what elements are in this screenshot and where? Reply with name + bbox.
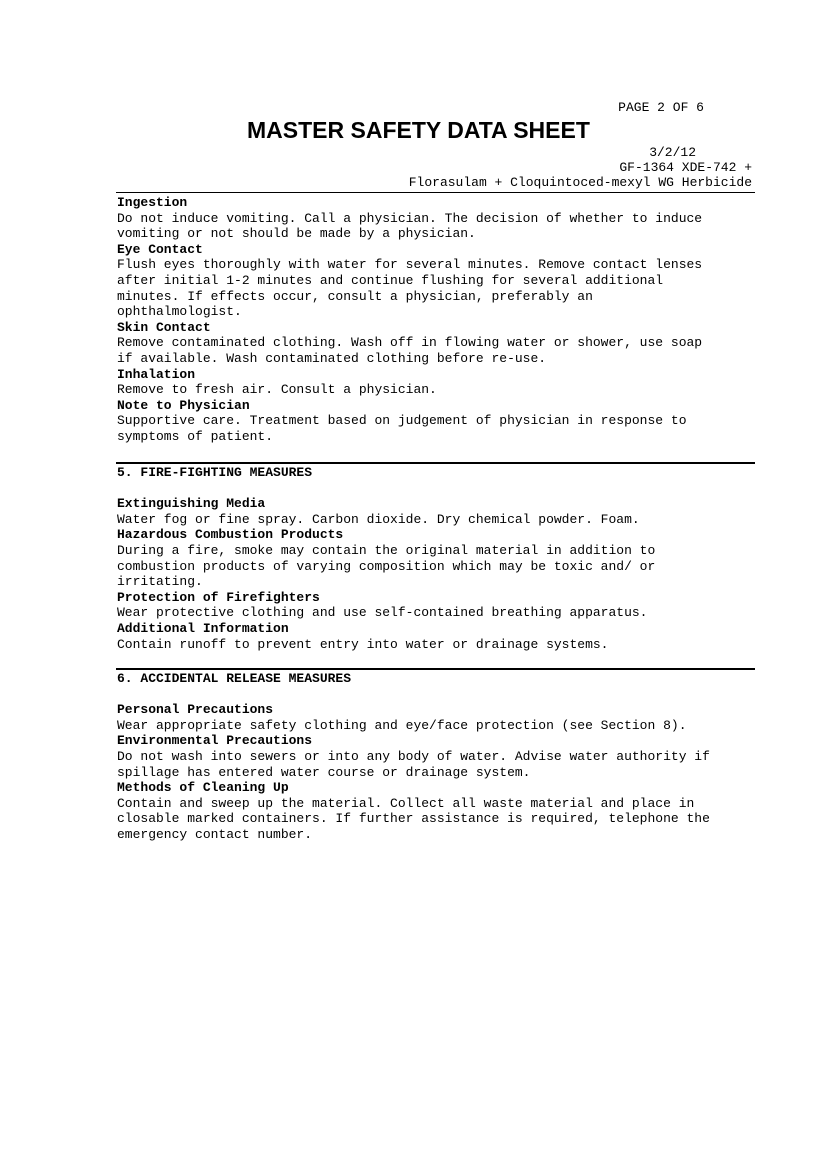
methods-cleaning-heading: Methods of Cleaning Up xyxy=(117,780,289,796)
personal-precautions-text: Wear appropriate safety clothing and eye/face protection (see Section 8). xyxy=(117,717,687,733)
header-divider xyxy=(116,192,755,193)
inhalation-text: Remove to fresh air. Consult a physician. xyxy=(117,382,437,398)
personal-precautions-heading: Personal Precautions xyxy=(117,702,274,718)
section-6-title: 6. ACCIDENTAL RELEASE MEASURES xyxy=(117,671,352,686)
page-number: PAGE 2 OF 6 xyxy=(618,100,704,115)
hazardous-combustion-heading: Hazardous Combustion Products xyxy=(117,527,344,543)
ingestion-heading: Ingestion xyxy=(117,195,188,210)
product-code: GF-1364 XDE-742 + xyxy=(619,160,752,175)
protection-firefighters-text: Wear protective clothing and use self-contained breathing apparatus. xyxy=(117,605,648,621)
note-to-physician-heading: Note to Physician xyxy=(117,397,250,413)
note-to-physician-text: Supportive care. Treatment based on judgement of physician in response to symptoms of patient. xyxy=(117,413,687,444)
first-aid-section xyxy=(117,195,762,445)
inhalation-heading: Inhalation xyxy=(117,366,196,382)
additional-information-text: Contain runoff to prevent entry into water or drainage systems. xyxy=(117,636,609,652)
eye-contact-text: Flush eyes thoroughly with water for several minutes. Remove contact lenses after initial 1-2 minutes and continue flushing for several additional minutes. If effects occur, consult a physician, preferably an ophthalmologist. xyxy=(117,257,703,320)
accidental-release-section xyxy=(117,671,762,843)
section-5-divider xyxy=(116,462,755,464)
protection-firefighters-heading: Protection of Firefighters xyxy=(117,589,320,605)
skin-contact-heading: Skin Contact xyxy=(117,319,211,335)
fire-fighting-section xyxy=(117,465,762,652)
hazardous-combustion-text: During a fire, smoke may contain the original material in addition to combustion products of varying composition which may be toxic and/ or irritating. xyxy=(117,542,656,590)
document-date: 3/2/12 xyxy=(649,145,696,160)
document-title: MASTER SAFETY DATA SHEET xyxy=(247,117,590,143)
section-5-title: 5. FIRE-FIGHTING MEASURES xyxy=(117,465,313,480)
methods-cleaning-text: Contain and sweep up the material. Collect all waste material and place in closable marked containers. If further assistance is required, telephone the emergency contact number. xyxy=(117,795,710,842)
extinguishing-media-heading: Extinguishing Media xyxy=(117,496,266,512)
product-name: Florasulam + Cloquintoced-mexyl WG Herbicide xyxy=(408,175,752,190)
additional-information-heading: Additional Information xyxy=(117,620,289,636)
environmental-precautions-text: Do not wash into sewers or into any body of water. Advise water authority if spillage has entered water course or drainage system. xyxy=(117,748,710,780)
environmental-precautions-heading: Environmental Precautions xyxy=(117,733,313,749)
extinguishing-media-text: Water fog or fine spray. Carbon dioxide. Dry chemical powder. Foam. xyxy=(117,511,640,527)
skin-contact-text: Remove contaminated clothing. Wash off in flowing water or shower, use soap if available. Wash contaminated clothing before re-use. xyxy=(117,335,703,366)
ingestion-text: Do not induce vomiting. Call a physician. The decision of whether to induce vomiting or not should be made by a physician. xyxy=(117,210,703,242)
section-6-divider xyxy=(116,668,755,670)
eye-contact-heading: Eye Contact xyxy=(117,241,203,257)
